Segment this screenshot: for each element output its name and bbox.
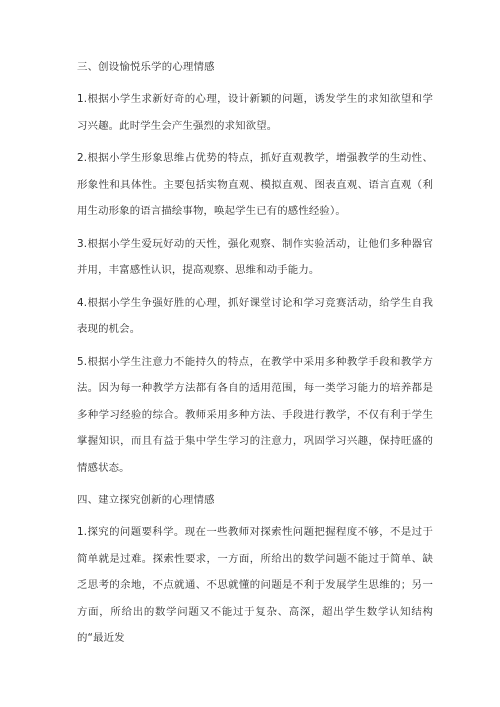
section-4-paragraph-1: 1.探究的问题要科学。现在一些教师对探索性问题把握程度不够，不是过于简单就是过难。探索性要求，一方面，所给出的数学问题不能过于简单、缺乏思考的余地，不点就通、不思就懂的问题是不利于发展学生思维的；另一方面，所给出的数学问题又不能过于复杂、高深，超出学生数学认知结构的“最近发 [77,526,433,644]
section-3-paragraph-2: 2.根据小学生形象思维占优势的特点，抓好直观教学，增强教学的生动性、形象性和具体性。主要包括实物直观、模拟直观、图表直观、语言直观（利用生动形象的语言描绘事物，唤起学生已有的感性经验）。 [77,152,433,217]
section-3-heading: 三、创设愉悦乐学的心理情感 [77,61,215,73]
section-3-paragraph-3: 3.根据小学生爱玩好动的天性，强化观察、制作实验活动，让他们多种器官并用，丰富感性认识，提高观察、思维和动手能力。 [77,237,433,276]
section-4-heading: 四、建立探究创新的心理情感 [77,494,215,506]
document-page [77,54,433,658]
section-3-paragraph-4: 4.根据小学生争强好胜的心理，抓好课堂讨论和学习竞赛活动，给学生自我表现的机会。 [77,296,433,335]
section-3-paragraph-1: 1.根据小学生求新好奇的心理，设计新颖的问题，诱发学生的求知欲望和学习兴趣。此时学生会产生强烈的求知欲望。 [77,93,433,132]
section-3-paragraph-5: 5.根据小学生注意力不能持久的特点，在教学中采用多种教学手段和教学方法。因为每一种教学方法都有各自的适用范围，每一类学习能力的培养都是多种学习经验的综合。教师采用多种方法、手段进行教学，不仅有利于学生掌握知识，而且有益于集中学生学习的注意力，巩固学习兴趣，保持旺盛的情感状态。 [77,355,433,474]
